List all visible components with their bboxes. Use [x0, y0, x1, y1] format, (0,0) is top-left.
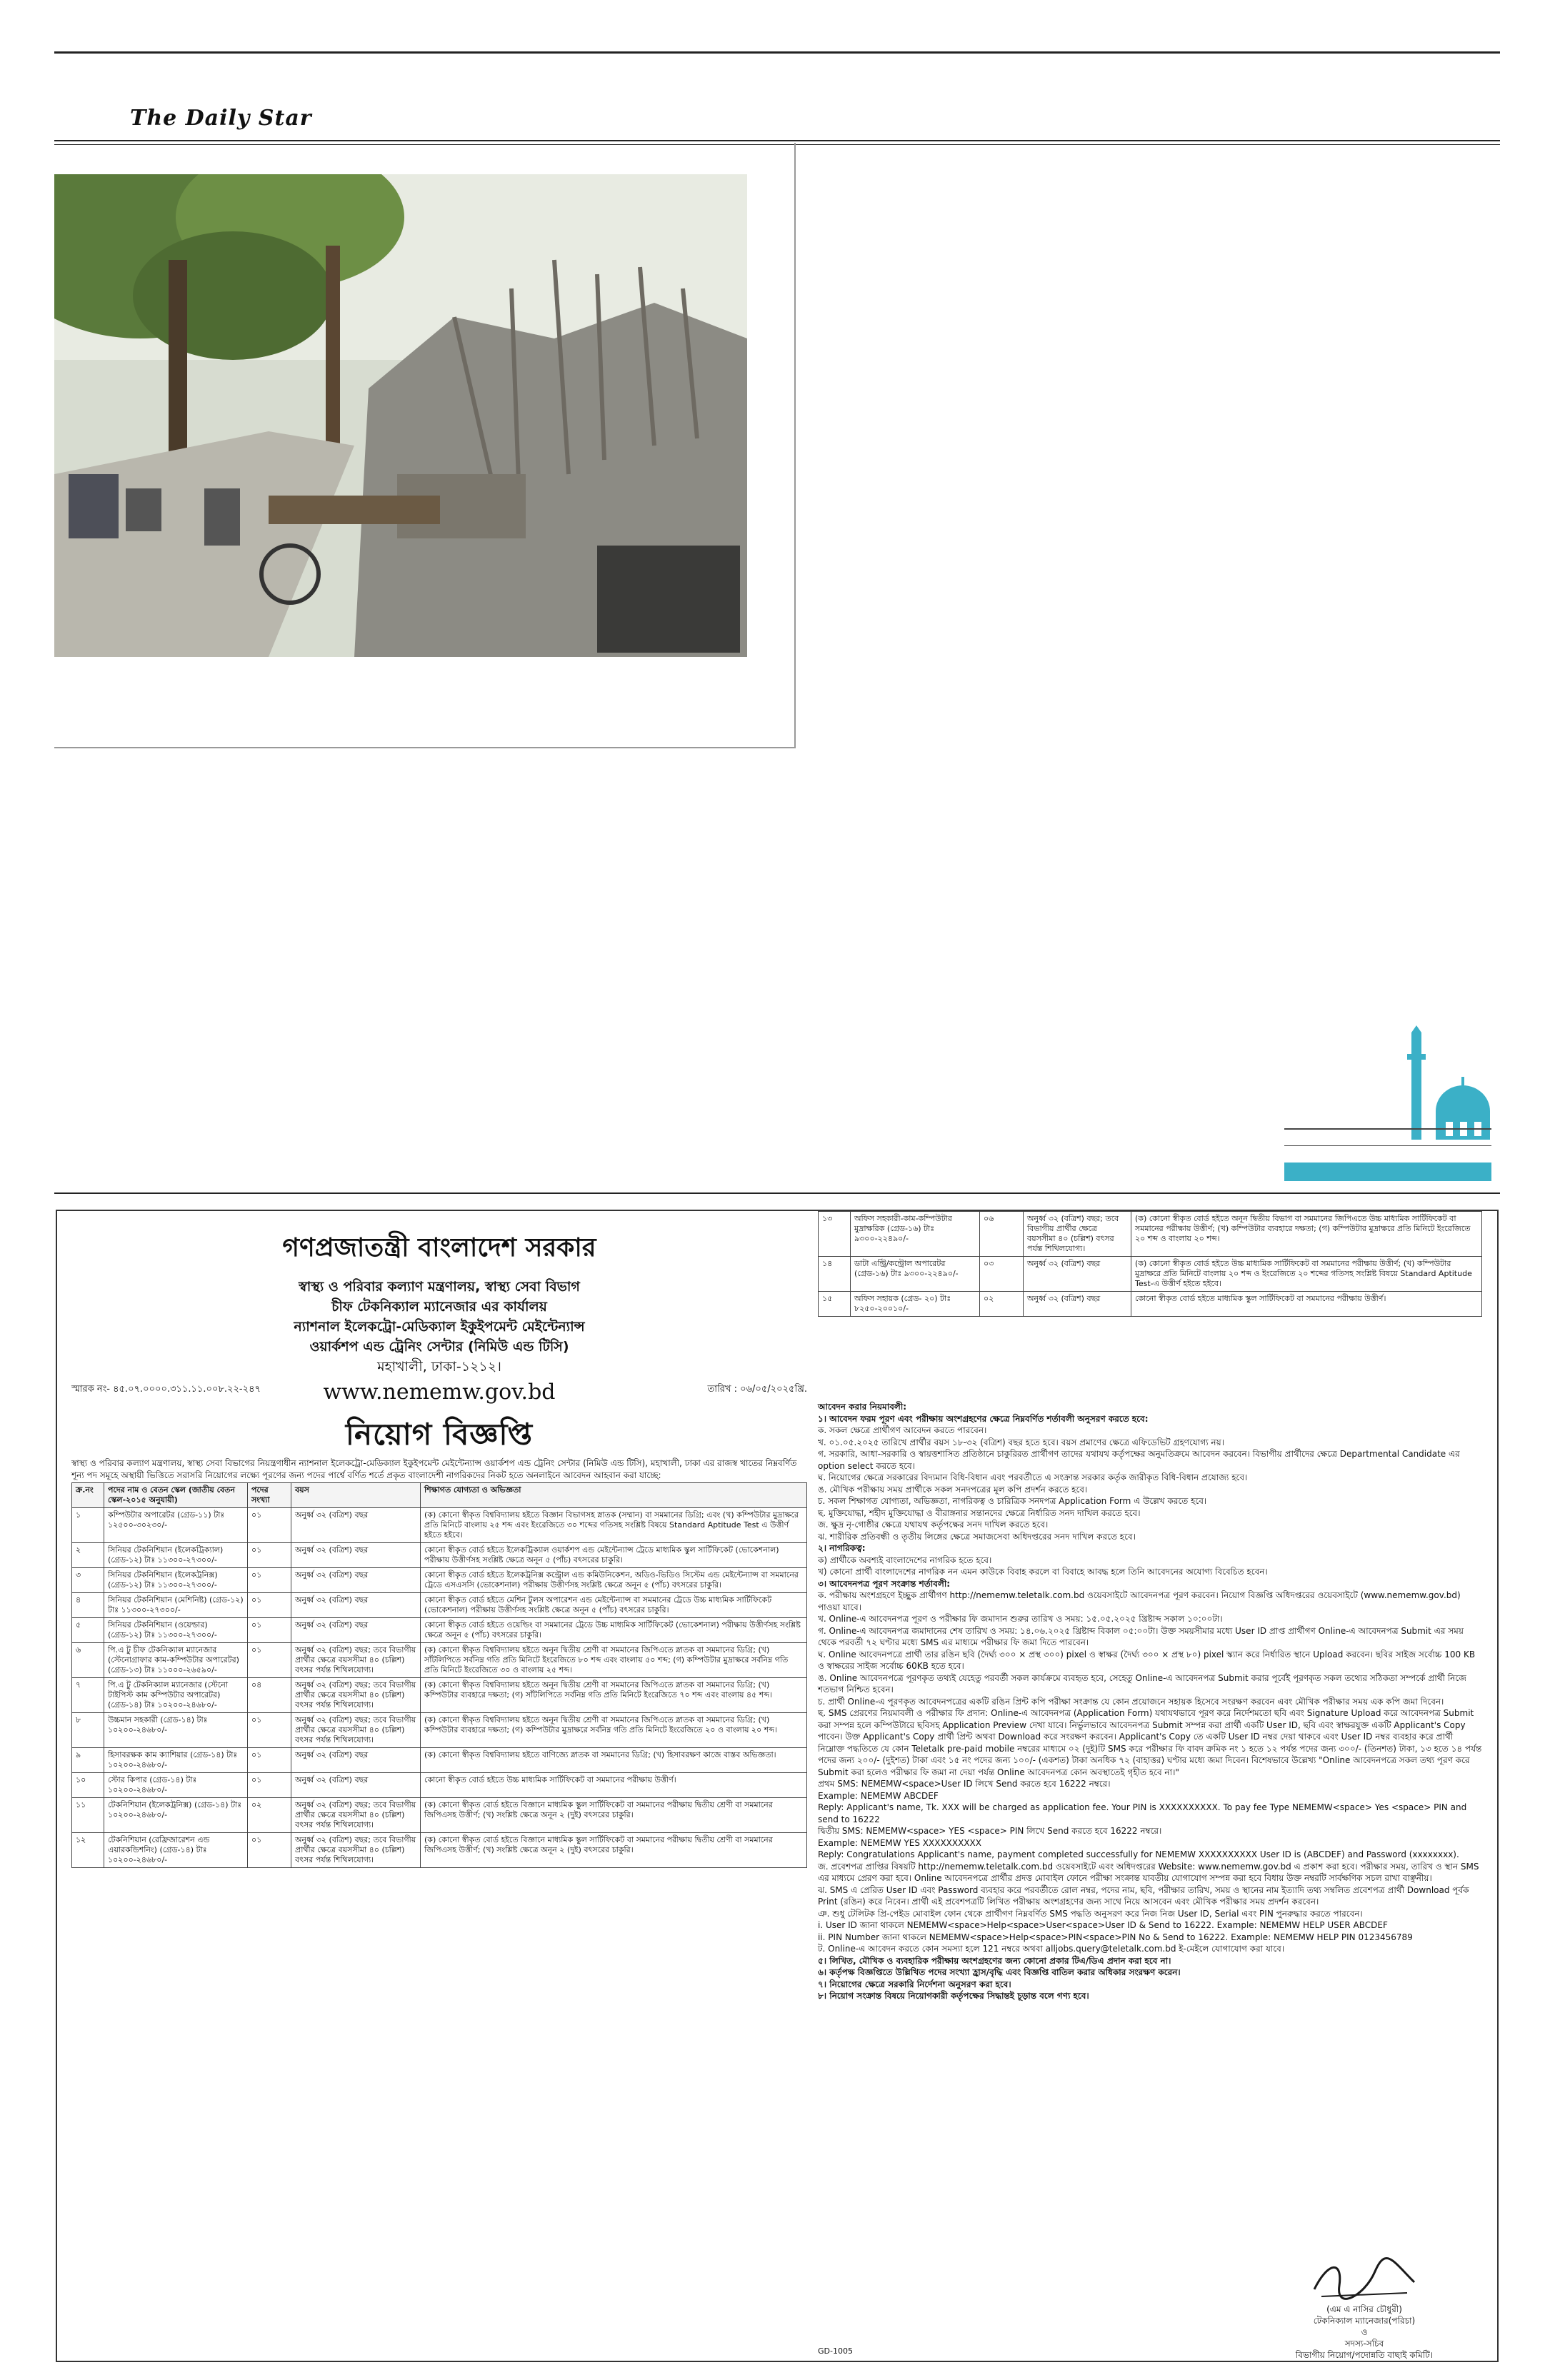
masthead-rule — [54, 140, 1500, 141]
cell-post: অফিস সহায়ক (গ্রেড- ২০) টাঃ ৮২৫০-২০০১০/- — [851, 1292, 980, 1317]
cell-count: ০১ — [248, 1773, 291, 1798]
cell-qualification: (ক) কোনো স্বীকৃত বোর্ড হইতে বিজ্ঞানে মাধ্যমিক স্কুল সার্টিফিকেট বা সমমানের পরীক্ষায় দ্বিতীয় শ্রেণী বা সমমানের জিপিএসহ উত্তীর্ণ; (খ) সংশ্লিষ্ট ক্ষেত্রে অনূন ২ (দুই) বৎসরের চাকুরি। — [421, 1798, 807, 1833]
cell-post: সিনিয়র টেকনিশিয়ান (ওয়েল্ডার) (গ্রেড-১২) টাঃ ১১৩০০-২৭৩০০/- — [104, 1618, 248, 1643]
cell-serial: ১১ — [72, 1798, 104, 1833]
cell-count: ০১ — [248, 1748, 291, 1773]
condition-item: ৮। নিয়োগ সংক্রান্ত বিষয়ে নিয়োগকারী কর্তৃপক্ষের সিদ্ধান্তই চূড়ান্ত বলে গণ্য হবে। — [818, 1991, 1089, 2001]
condition-item: ঝ. SMS এ প্রেরিত User ID এবং Password ব্যবহার করে পরবর্তীতে রোল নম্বর, পদের নাম, ছবি, পরীক্ষার তারিখ, সময় ও স্থানের নাম ইত্যাদি তথ্য সম্বলিত প্রবেশপত্র প্রার্থী Download পূর্বক Print (রঙিন) করে নিবেন। প্রার্থী এই প্রবেশপত্রটি লিখিত পরীক্ষায় অংশগ্রহণের জন্য সাথে নিয়ে আসবেন এবং মৌখিক পরীক্ষার সময় প্রদর্শন করবেন। — [818, 1884, 1469, 1907]
cell-post: পি.এ টু চীফ টেকনিক্যাল ম্যানেজার (স্টেনোগ্রাফার কাম-কম্পিউটার অপারেটর) (গ্রেড-১৩) টাঃ ১১০০০-২৬৫৯০/- — [104, 1643, 248, 1678]
table-row — [72, 1618, 807, 1643]
condition-item: গ. সরকারি, আধা-সরকারি ও স্বায়ত্তশাসিত প্রতিষ্ঠানে চাকুরিরত প্রার্থীগণ তাদের যথাযথ কর্তৃপক্ষের অনুমতিক্রমে আবেদন করবেন। বিভাগীয় প্রার্থীদের ক্ষেত্রে Departmental Candidate এর option select করতে হবে। — [818, 1449, 1460, 1471]
cell-serial: ১২ — [72, 1833, 104, 1868]
cell-post: সিনিয়র টেকনিশিয়ান (ইলেকট্রনিক্স) (গ্রেড-১২) টাঃ ১১৩০০-২৭৩০০/- — [104, 1568, 248, 1593]
cell-age: অনুর্ধ্ব ৩২ (বত্রিশ) বছর — [1024, 1292, 1131, 1317]
cell-count: ০১ — [248, 1543, 291, 1568]
cell-age: অনুর্ধ্ব ৩২ (বত্রিশ) বছর — [291, 1543, 421, 1568]
cell-age: অনুর্ধ্ব ৩২ (বত্রিশ) বছর; তবে বিভাগীয় প্রার্থীর ক্ষেত্রে বয়সসীমা ৪০ (চল্লিশ) বৎসর পর্যন্ত শিথিলযোগ্য। — [291, 1678, 421, 1713]
condition-item: ক) প্রার্থীকে অবশ্যই বাংলাদেশের নাগরিক হতে হবে। — [818, 1555, 992, 1565]
cell-post: কম্পিউটার অপারেটর (গ্রেড-১১) টাঃ ১২৫০০-৩০২৩০/- — [104, 1508, 248, 1543]
table-row — [72, 1643, 807, 1678]
condition-item: ৩। আবেদনপত্র পূরণ সংক্রান্ত শর্তাবলী: — [818, 1578, 951, 1589]
cell-age: অনুর্ধ্ব ৩২ (বত্রিশ) বছর — [291, 1618, 421, 1643]
cell-qualification: (ক) কোনো স্বীকৃত বিশ্ববিদ্যালয় হইতে বাণিজ্যে স্নাতক বা সমমানের ডিগ্রি; (খ) হিসাবরক্ষণ কাজে বাস্তব অভিজ্ঞতা। — [421, 1748, 807, 1773]
conditions-section — [818, 1398, 1482, 2002]
col-count: পদের সংখ্যা — [248, 1483, 291, 1508]
condition-item: ঘ. নিয়োগের ক্ষেত্রে সরকারের বিদ্যমান বিধি-বিধান এবং পরবর্তীতে এ সংক্রান্ত সরকার কর্তৃক জারীকৃত বিধি-বিধান প্রযোজ্য হবে। — [818, 1472, 1248, 1482]
conditions-list — [818, 1413, 1482, 2002]
condition-item: ঘ. Online আবেদনপত্রে প্রার্থী তার রঙিন ছবি (দৈর্ঘ্য ৩০০ × প্রস্থ ৩০০) pixel ও স্বাক্ষর (দৈর্ঘ্য ৩০০ × প্রস্থ ৮০) pixel স্ক্যান করে নির্ধারিত স্থানে Upload করবেন। ছবির সাইজ সর্বোচ্চ 100 KB ও স্বাক্ষরের সাইজ সর্বোচ্চ 60KB হতে হবে। — [818, 1649, 1476, 1671]
cell-post: ডাটা এন্ট্রি/কন্ট্রোল অপারেটর (গ্রেড-১৬) টাঃ ৯৩০০-২২৪৯০/- — [851, 1257, 980, 1292]
ad-title: নিয়োগ বিজ্ঞপ্তি — [345, 1417, 534, 1452]
cell-post: উচ্চমান সহকারী (গ্রেড-১৪) টাঃ ১০২০০-২৪৬৮০/- — [104, 1713, 248, 1748]
cell-serial: ৪ — [72, 1593, 104, 1618]
cell-qualification: (ক) কোনো স্বীকৃত বোর্ড হইতে উচ্চ মাধ্যমিক সার্টিফিকেট বা সমমানের পরীক্ষায় উত্তীর্ণ; (খ) কম্পিউটার মুদ্রাক্ষরে প্রতি মিনিটে বাংলায় ২০ শব্দ ও ইংরেজিতে ২০ শব্দের গতিসহ সংশ্লিষ্ট বিষয়ে Standard Aptitude Test-এ উত্তীর্ণ হইতে হইবে। — [1131, 1257, 1482, 1292]
cell-qualification: (ক) কোনো স্বীকৃত বোর্ড হইতে অনূন দ্বিতীয় বিভাগ বা সমমানের জিপিএতে উচ্চ মাধ্যমিক সার্টিফিকেট বা সমমানের পরীক্ষায় উত্তীর্ণ; (খ) কম্পিউটার ব্যবহারে দক্ষতা; (গ) কম্পিউটার মুদ্রাক্ষরে প্রতি মিনিটে ইংরেজিতে ২০ শব্দ ও বাংলায় ২০ শব্দ। — [1131, 1212, 1482, 1257]
memo-date: তারিখ : ০৬/০৫/২০২৫খ্রি. — [707, 1384, 807, 1395]
cell-qualification: কোনো স্বীকৃত বোর্ড হইতে মেশিন টুলস অপারেশন এন্ড মেইন্টেন্যান্স বা সমমানের ট্রেডে উচ্চ মাধ্যমিক সার্টিফিকেট (ভোকেশনাল) পরীক্ষায় উত্তীর্ণসহ সংশ্লিষ্ট ক্ষেত্রে অনূন ৫ (পাঁচ) বৎসরের চাকুরি। — [421, 1593, 807, 1618]
col-serial: ক্র.নং — [72, 1483, 104, 1508]
cell-qualification: কোনো স্বীকৃত বোর্ড হইতে ইলেকট্রিক্যাল ওয়ার্কশপ এন্ড মেইন্টেন্যান্স ট্রেডে মাধ্যমিক স্কুল সার্টিফিকেট (ভোকেশনাল) পরীক্ষায় উত্তীর্ণসহ সংশ্লিষ্ট ক্ষেত্রে অনূন ৫ (পাঁচ) বৎসরের চাকুরি। — [421, 1543, 807, 1568]
side-rule-1 — [1284, 1128, 1491, 1130]
memo-line — [71, 1382, 807, 1397]
govt-title: গণপ্রজাতন্ত্রী বাংলাদেশ সরকার — [282, 1233, 596, 1262]
table-row — [72, 1798, 807, 1833]
office-line: চীফ টেকনিক্যাল ম্যানেজার এর কার্যালয় — [331, 1299, 547, 1315]
cell-qualification: কোনো স্বীকৃত বোর্ড হইতে ওয়েল্ডিং বা সমমানের ট্রেডে উচ্চ মাধ্যমিক সার্টিফিকেট (ভোকেশনাল) পরীক্ষায় উত্তীর্ণসহ সংশ্লিষ্ট ক্ষেত্রে অনূন ৫ (পাঁচ) বৎসরের চাকুরি। — [421, 1618, 807, 1643]
accent-bar — [1284, 1163, 1491, 1181]
sig-name: (এম এ নাসির চৌধুরী) — [1326, 2304, 1402, 2314]
table-row — [72, 1748, 807, 1773]
table-row — [72, 1568, 807, 1593]
cell-post: সিনিয়র টেকনিশিয়ান (মেশিনিষ্ট) (গ্রেড-১২) টাঃ ১১৩০০-২৭৩০০/- — [104, 1593, 248, 1618]
cell-count: ০১ — [248, 1508, 291, 1543]
condition-item: ক. পরীক্ষায় অংশগ্রহণে ইচ্ছুক প্রার্থীগণ http://nememw.teletalk.com.bd ওয়েবসাইটে আবেদনপত্র পূরণ করবেন। নিয়োগ বিজ্ঞপ্তি অধিদপ্তরের ওয়েবসাইটে (www.nememw.gov.bd) পাওয়া যাবে। — [818, 1590, 1461, 1612]
cell-qualification: (ক) কোনো স্বীকৃত বোর্ড হইতে বিজ্ঞানে মাধ্যমিক স্কুল সার্টিফিকেট বা সমমানের পরীক্ষায় দ্বিতীয় শ্রেণী বা সমমানের জিপিএসহ উত্তীর্ণ; (খ) সংশ্লিষ্ট ক্ষেত্রে অনূন ২ (দুই) বৎসরের চাকুরি। — [421, 1833, 807, 1868]
cell-serial: ১৫ — [819, 1292, 851, 1317]
cell-post: অফিস সহকারী-কাম-কম্পিউটার মুদ্রাক্ষরিক (গ্রেড-১৬) টাঃ ৯৩০০-২২৪৯০/- — [851, 1212, 980, 1257]
condition-item: খ. ০১.০৫.২০২৫ তারিখে প্রার্থীর বয়স ১৮-৩২ (বত্রিশ) বছর হতে হবে। বয়স প্রমাণের ক্ষেত্রে এফিডেভিট গ্রহণযোগ্য নয়। — [818, 1437, 1224, 1447]
cell-count: ০৩ — [980, 1257, 1024, 1292]
cell-qualification: কোনো স্বীকৃত বোর্ড হইতে উচ্চ মাধ্যমিক সার্টিফিকেট বা সমমানের পরীক্ষায় উত্তীর্ণ। — [421, 1773, 807, 1798]
cell-count: ০১ — [248, 1833, 291, 1868]
ad-intro: স্বাস্থ্য ও পরিবার কল্যাণ মন্ত্রণালয়, স্বাস্থ্য সেবা বিভাগের নিয়ন্ত্রণাধীন ন্যাশনাল ইলেকট্রো-মেডিক্যাল ইকুইপমেন্ট মেইন্টেন্যান্স ওয়ার্কশপ এন্ড ট্রেনিং সেন্টার (নিমিউ এন্ড টিসি), মহাখালী, ঢাকা এর রাজস্ব খাতের নিম্নবর্ণিত শূন্য পদ সমূহে অস্থায়ী ভিত্তিতে সরাসরি নিয়োগের লক্ষ্যে পূরণের জন্য পদের পার্শ্বে বর্ণিত শর্তে প্রকৃত বাংলাদেশী নাগরিকদের নিকট হতে অনলাইনে আবেদন আহবান করা যাচ্ছে: — [71, 1458, 797, 1480]
condition-item: প্রথম SMS: NEMEMW<space>User ID লিখে Send করতে হবে 16222 নম্বরে। — [818, 1779, 1111, 1789]
cell-serial: ৯ — [72, 1748, 104, 1773]
address-line: মহাখালী, ঢাকা-১২১২। — [377, 1359, 501, 1375]
condition-item: Reply: Applicant's name, Tk. XXX will be charged as application fee. Your PIN is XXXXXXXXXX. To pay fee Type NEMEMW<space> Yes <space> PIN and send to 16222 — [818, 1802, 1467, 1824]
cell-count: ০১ — [248, 1568, 291, 1593]
cell-qualification: (ক) কোনো স্বীকৃত বিশ্ববিদ্যালয় হইতে অনূন দ্বিতীয় শ্রেণী বা সমমানের জিপিএতে স্নাতক বা সমমানের ডিগ্রি; (খ) কম্পিউটার ব্যবহারে দক্ষতা; (গ) সাঁটলিপিতে সর্বনিম্ন গতি প্রতি মিনিটে ইংরেজিতে ৭০ শব্দ এবং বাংলায় ৪৫ শব্দ। — [421, 1678, 807, 1713]
condition-item: Example: NEMEMW ABCDEF — [818, 1790, 939, 1801]
condition-item: ক. সকল ক্ষেত্রে প্রার্থীগণ আবেদন করতে পারবেন। — [818, 1425, 987, 1435]
col-age: বয়স — [291, 1483, 421, 1508]
table-row — [72, 1713, 807, 1748]
cell-serial: ৩ — [72, 1568, 104, 1593]
cell-age: অনুর্ধ্ব ৩২ (বত্রিশ) বছর — [291, 1508, 421, 1543]
cell-post: টেকনিশিয়ান (রেফ্রিজারেশন এন্ড এয়ারকন্ডিশনিং) (গ্রেড-১৪) টাঃ ১০২০০-২৪৬৮০/- — [104, 1833, 248, 1868]
table-row — [72, 1678, 807, 1713]
condition-item: জ. প্রবেশপত্র প্রাপ্তির বিষয়টি http://nememw.teletalk.com.bd ওয়েবসাইটে এবং অধিদপ্তরের Website: www.nememw.gov.bd এ প্রকাশ করা হবে। পরীক্ষার সময়, তারিখ ও স্থান SMS এর মাধ্যমে প্রেরণ করা হবে। Online আবেদনপত্রে প্রার্থীর প্রদত্ত মোবাইল ফোনে পরীক্ষা সংক্রান্ত যাবতীয় যোগাযোগ সম্পন্ন করা হবে বিধায় উক্ত নম্বরটি সার্বক্ষণিক সচল রাখা বাঞ্ছনীয়। — [818, 1861, 1479, 1883]
cell-age: অনুর্ধ্ব ৩২ (বত্রিশ) বছর; তবে বিভাগীয় প্রার্থীর ক্ষেত্রে বয়সসীমা ৪০ (চল্লিশ) বৎসর পর্যন্ত শিথিলযোগ্য। — [291, 1713, 421, 1748]
cell-age: অনুর্ধ্ব ৩২ (বত্রিশ) বছর — [291, 1593, 421, 1618]
centre-line-2: ওয়ার্কশপ এন্ড ট্রেনিং সেন্টার (নিমিউ এন্ড টিসি) — [309, 1339, 569, 1355]
condition-item: ৫। লিখিত, মৌখিক ও ব্যবহারিক পরীক্ষায় অংশগ্রহণের জন্য কোনো প্রকার টিএ/ডিএ প্রদান করা হবে না। — [818, 1955, 1171, 1966]
condition-item: জ. ক্ষুদ্র নৃ-গোষ্ঠীর ক্ষেত্রে যথাযথ কর্তৃপক্ষের সনদ দাখিল করতে হবে। — [818, 1520, 1049, 1530]
condition-item: Reply: Congratulations Applicant's name, payment completed successfully for NEMEMW XXXXXXXXXX User ID is (ABCDEF) and Password (xxxxxxxx). — [818, 1849, 1459, 1859]
cell-qualification: কোনো স্বীকৃত বোর্ড হইতে ইলেকট্রনিক্স কন্ট্রোল এন্ড কমিউনিকেশন, অডিও-ভিডিও সিস্টেম এন্ড মেইন্টেন্যান্স বা সমমানের ট্রেডে এসএসসি (ভোকেশনাল) পরীক্ষায় উত্তীর্ণসহ সংশ্লিষ্ট ক্ষেত্রে অনূন ৫ (পাঁচ) বৎসরের চাকুরি। — [421, 1568, 807, 1593]
condition-item: ৭। নিয়োগের ক্ষেত্রে সরকারি নির্দেশনা অনুসরণ করা হবে। — [818, 1979, 1011, 1989]
condition-item: ঙ. Online আবেদনপত্রে পূরণকৃত তথ্যই যেহেতু পরবর্তী সকল কার্যক্রমে ব্যবহৃত হবে, সেহেতু Online-এ আবেদনপত্র Submit করার পূর্বেই পূরণকৃত সকল তথ্যের সঠিকতা সম্পর্কে প্রার্থী নিজে শতভাগ নিশ্চিত হবেন। — [818, 1672, 1466, 1694]
signature-block — [1271, 2254, 1457, 2361]
cell-post: পি.এ টু টেকনিক্যাল ম্যানেজার (স্টেনো টাইপিস্ট কাম কম্পিউটার অপারেটর) (গ্রেড-১৪) টাঃ ১০২০০-২৪৬৮০/- — [104, 1678, 248, 1713]
sig-and: ও — [1361, 2327, 1368, 2337]
col-qualification: শিক্ষাগত যোগ্যতা ও অভিজ্ঞতা — [421, 1483, 807, 1508]
cell-qualification: (ক) কোনো স্বীকৃত বিশ্ববিদ্যালয় হইতে অনূন দ্বিতীয় শ্রেণী বা সমমানের জিপিএতে স্নাতক বা সমমানের ডিগ্রি; (খ) কম্পিউটার ব্যবহারে দক্ষতা; (গ) কম্পিউটার মুদ্রাক্ষরে সর্বনিম্ন গতি প্রতি মিনিটে ইংরেজিতে ২০ ও বাংলায় ২০ শব্দ। — [421, 1713, 807, 1748]
condition-item: চ. সকল শিক্ষাগত যোগ্যতা, অভিজ্ঞতা, নাগরিকত্ব ও চারিত্রিক সনদপত্র Application Form এ উল্লেখ করতে হবে। — [818, 1496, 1207, 1506]
table-row — [819, 1257, 1482, 1292]
cell-count: ০২ — [980, 1292, 1024, 1317]
cell-post: হিসাবরক্ষক কাম ক্যাশিয়ার (গ্রেড-১৪) টাঃ ১০২০০-২৪৬৮০/- — [104, 1748, 248, 1773]
condition-item: i. User ID জানা থাকলে NEMEMW<space>Help<space>User<space>User ID & Send to 16222. Example: NEMEMW HELP USER ABCDEF — [818, 1920, 1388, 1930]
table-row — [72, 1833, 807, 1868]
cell-count: ০১ — [248, 1593, 291, 1618]
jobs-table-right — [818, 1211, 1482, 1317]
cell-age: অনুর্ধ্ব ৩২ (বত্রিশ) বছর — [291, 1568, 421, 1593]
condition-item: চ. প্রার্থী Online-এ পূরণকৃত আবেদনপত্রের একটি রঙিন প্রিন্ট কপি পরীক্ষা সংক্রান্ত যে কোন প্রয়োজনে সহায়ক হিসেবে সংরক্ষণ করবেন এবং মৌখিক পরীক্ষার সময় এক কপি জমা দিবেন। — [818, 1696, 1444, 1707]
cell-age: অনুর্ধ্ব ৩২ (বত্রিশ) বছর; তবে বিভাগীয় প্রার্থীর ক্ষেত্রে বয়সসীমা ৪০ (চল্লিশ) বৎসর পর্যন্ত শিথিলযোগ্য। — [291, 1833, 421, 1868]
website-link[interactable]: www.nememw.gov.bd — [323, 1380, 556, 1405]
condition-item: ii. PIN Number জানা থাকলে NEMEMW<space>Help<space>PIN<space>PIN No & Send to 16222. Example: NEMEMW HELP PIN 0123456789 — [818, 1932, 1413, 1942]
table-row — [819, 1292, 1482, 1317]
centre-line: ন্যাশনাল ইলেকট্রো-মেডিক্যাল ইকুইপমেন্ট মেইন্টেন্যান্স — [294, 1319, 585, 1335]
sig-title: টেকনিক্যাল ম্যানেজার(পরিচা) — [1313, 2316, 1416, 2326]
cell-count: ০২ — [248, 1798, 291, 1833]
cell-age: অনুর্ধ্ব ৩২ (বত্রিশ) বছর; তবে বিভাগীয় প্রার্থীর ক্ষেত্রে বয়সসীমা ৪০ (চল্লিশ) বৎসর পর্যন্ত শিথিলযোগ্য। — [291, 1643, 421, 1678]
condition-item: দ্বিতীয় SMS: NEMEMW<space> YES <space> PIN লিখে Send করতে হবে 16222 নম্বরে। — [818, 1826, 1162, 1836]
col-post: পদের নাম ও বেতন স্কেল (জাতীয় বেতন স্কেল-২০১৫ অনুযায়ী) — [104, 1483, 248, 1508]
cell-age: অনুর্ধ্ব ৩২ (বত্রিশ) বছর — [291, 1773, 421, 1798]
condition-item: ঝ. শারীরিক প্রতিবন্ধী ও তৃতীয় লিঙ্গের ক্ষেত্রে সমাজসেবা অধিদপ্তরের সনদ দাখিল করতে হবে। — [818, 1531, 1136, 1542]
cell-count: ০১ — [248, 1713, 291, 1748]
table-row — [72, 1508, 807, 1543]
cell-serial: ১৩ — [819, 1212, 851, 1257]
table-row — [72, 1773, 807, 1798]
cell-serial: ৬ — [72, 1643, 104, 1678]
cell-age: অনুর্ধ্ব ৩২ (বত্রিশ) বছর — [1024, 1257, 1131, 1292]
sig-committee: বিভাগীয় নিয়োগ/পদোন্নতি বাছাই কমিটি। — [1295, 2350, 1434, 2360]
cell-post: টেকনিশিয়ান (ইলেকট্রনিক্স) (গ্রেড-১৪) টাঃ ১০২০০-২৪৬৮০/- — [104, 1798, 248, 1833]
news-photo-illustration — [54, 174, 747, 657]
job-advertisement — [56, 1210, 1499, 2362]
cell-age: অনুর্ধ্ব ৩২ (বত্রিশ) বছর — [291, 1748, 421, 1773]
cell-serial: ১০ — [72, 1773, 104, 1798]
masthead: The Daily Star — [130, 106, 312, 131]
table-row — [819, 1212, 1482, 1257]
cell-serial: ১৪ — [819, 1257, 851, 1292]
gd-number: GD-1005 — [818, 2346, 853, 2356]
condition-item: খ) কোনো প্রার্থী বাংলাদেশের নাগরিক নন এমন কাউকে বিবাহ করলে বা বিবাহে আবদ্ধ হলে তিনি আবেদনের অযোগ্য বিবেচিত হবেন। — [818, 1567, 1268, 1577]
section-rule — [54, 1192, 1500, 1194]
condition-item: ছ. SMS প্রেরণের নিয়মাবলী ও পরীক্ষার ফি প্রদান: Online-এ আবেদনপত্র (Application Form) যথাযথভাবে পূরণ করে নির্দেশমতো ছবি এবং Signature Upload করে আবেদনপত্র Submit করা সম্পন্ন হলে কম্পিউটারে ছবিসহ Application Preview দেখা যাবে। নির্ভুলভাবে আবেদনপত্র Submit সম্পন্ন করা প্রার্থী একটি User ID, ছবি এবং স্বাক্ষরযুক্ত একটি Applicant's Copy পাবেন। উক্ত Applicant's Copy প্রার্থী প্রিন্ট অথবা Download করে সংরক্ষণ করবেন। Applicant's Copy তে একটি User ID নম্বর দেয়া থাকবে এবং User ID নম্বর ব্যবহার করে প্রার্থী নিম্নোক্ত পদ্ধতিতে যে কোন Teletalk pre-paid mobile নম্বরের মাধ্যমে ০২ (দুই)টি SMS করে পরীক্ষার ফি বাবদ ক্রমিক নং ১ হতে ১২ পর্যন্ত পদের জন্য ৩০০/- (তিনশত) টাকা, ১৩ হতে ১৪ পর্যন্ত পদের জন্য ২০০/- (দুইশত) টাকা এবং ১৫ নং পদের জন্য ১০০/- (একশত) টাকা অনধিক ৭২ (বাহাত্তর) ঘণ্টার মধ্যে জমা দিবেন। বিশেষভাবে উল্লেখ্য "Online আবেদনপত্রে সকল তথ্য পূরণ করে Submit করা হলেও পরীক্ষার ফি জমা না দেয়া পর্যন্ত Online আবেদনপত্র কোন অবস্থাতেই গৃহীত হবে না।" — [818, 1708, 1482, 1777]
condition-item: ট. Online-এ আবেদন করতে কোন সমস্যা হলে 121 নম্বরে অথবা alljobs.query@teletalk.com.bd ই-মেইলে যোগাযোগ করা যাবে। — [818, 1944, 1285, 1954]
cell-age: অনুর্ধ্ব ৩২ (বত্রিশ) বছর; তবে বিভাগীয় প্রার্থীর ক্ষেত্রে বয়সসীমা ৪০ (চল্লিশ) বৎসর পর্যন্ত শিথিলযোগ্য। — [1024, 1212, 1131, 1257]
cell-serial: ৫ — [72, 1618, 104, 1643]
side-rule-2 — [1284, 1145, 1491, 1146]
condition-item: ২। নাগরিকত্ব: — [818, 1543, 866, 1553]
cell-qualification: (ক) কোনো স্বীকৃত বিশ্ববিদ্যালয় হইতে অনূন দ্বিতীয় শ্রেণী বা সমমানের জিপিএতে স্নাতক বা সমমানের ডিগ্রি; (খ) সাঁটলিপিতে সর্বনিম্ন গতি প্রতি মিনিটে ইংরেজিতে ৮০ শব্দ এবং বাংলায় ৫০ শব্দ; (গ) কম্পিউটার মুদ্রাক্ষরে সর্বনিম্ন গতি প্রতি মিনিটে ইংরেজিতে ৩০ ও বাংলায় ২৫ শব্দ। — [421, 1643, 807, 1678]
cell-count: ০১ — [248, 1618, 291, 1643]
cell-count: ০১ — [248, 1643, 291, 1678]
top-rule — [54, 51, 1500, 54]
jobs-table-left — [71, 1482, 807, 1868]
cell-serial: ৮ — [72, 1713, 104, 1748]
cell-serial: ১ — [72, 1508, 104, 1543]
cell-age: অনুর্ধ্ব ৩২ (বত্রিশ) বছর; তবে বিভাগীয় প্রার্থীর ক্ষেত্রে বয়সসীমা ৪০ (চল্লিশ) বৎসর পর্যন্ত শিথিলযোগ্য। — [291, 1798, 421, 1833]
cell-count: ০৬ — [980, 1212, 1024, 1257]
cell-serial: ৭ — [72, 1678, 104, 1713]
cell-qualification: (ক) কোনো স্বীকৃত বিশ্ববিদ্যালয় হইতে বিজ্ঞান বিভাগসহ স্নাতক (সম্মান) বা সমমানের ডিগ্রি; এবং (খ) কম্পিউটার মুদ্রাক্ষরে প্রতি মিনিটে বাংলায় ২৫ শব্দ এবং ইংরেজিতে ৩০ শব্দের গতিসহ সংশ্লিষ্ট বিষয়ে Standard Aptitude Test এ উত্তীর্ণ হইতে হইবে। — [421, 1508, 807, 1543]
condition-item: Example: NEMEMW YES XXXXXXXXXX — [818, 1837, 981, 1848]
condition-item: ১। আবেদন ফরম পূরণ এবং পরীক্ষায় অংশগ্রহণের ক্ষেত্রে নিম্নবর্ণিত শর্তাবলী অনুসরণ করতে হবে: — [818, 1413, 1149, 1424]
jobs-table-header — [72, 1483, 807, 1508]
condition-item: খ. Online-এ আবেদনপত্র পূরণ ও পরীক্ষার ফি জমাদান শুরুর তারিখ ও সময়: ১৫.০৫.২০২৫ খ্রিষ্টাব্দ সকাল ১০:০০টা। — [818, 1614, 1223, 1624]
signature-image — [1307, 2254, 1421, 2304]
cell-post: স্টোর কিপার (গ্রেড-১৪) টাঃ ১০২০০-২৪৬৮০/- — [104, 1773, 248, 1798]
cell-post: সিনিয়র টেকনিশিয়ান (ইলেকট্রিক্যাল) (গ্রেড-১২) টাঃ ১১৩০০-২৭৩০০/- — [104, 1543, 248, 1568]
news-photo — [54, 174, 747, 657]
mosque-icon — [1399, 1025, 1491, 1153]
sig-role: সদস্য-সচিব — [1344, 2339, 1384, 2349]
table-row — [72, 1543, 807, 1568]
ministry-line: স্বাস্থ্য ও পরিবার কল্যাণ মন্ত্রণালয়, স্বাস্থ্য সেবা বিভাগ — [299, 1279, 580, 1295]
memo-number: স্মারক নং- ৪৫.০৭.০০০০.৩১১.১১.০০৮.২২-২৪৭ — [71, 1384, 261, 1395]
condition-item: ঙ. মৌখিক পরীক্ষায় সময় প্রার্থীকে সকল সনদপত্রের মূল কপি প্রদর্শন করতে হবে। — [818, 1484, 1088, 1495]
ad-header — [71, 1228, 807, 1405]
conditions-title: আবেদন করার নিয়মাবলী: — [818, 1402, 907, 1412]
condition-item: ছ. মুক্তিযোদ্ধা, শহীদ মুক্তিযোদ্ধা ও বীরাঙ্গনার সন্তানদের ক্ষেত্রে নির্ধারিত সনদ দাখিল করতে হবে। — [818, 1507, 1141, 1518]
cell-qualification: কোনো স্বীকৃত বোর্ড হইতে মাধ্যমিক স্কুল সার্টিফিকেট বা সমমানের পরীক্ষায় উত্তীর্ণ। — [1131, 1292, 1482, 1317]
condition-item: ৬। কর্তৃপক্ষ বিজ্ঞপ্তিতে উল্লিখিত পদের সংখ্যা হ্রাস/বৃদ্ধি এবং বিজ্ঞপ্তি বাতিল করার অধিকার সংরক্ষণ করেন। — [818, 1967, 1181, 1977]
condition-item: ঞ. শুধু টেলিটক প্রি-পেইড মোবাইল ফোন থেকে প্রার্থীগণ নিম্নবর্ণিত SMS পদ্ধতি অনুসরণ করে নিজ নিজ User ID, Serial এবং PIN পুনরুদ্ধার করতে পারবেন। — [818, 1908, 1363, 1919]
cell-serial: ২ — [72, 1543, 104, 1568]
cell-count: ০৪ — [248, 1678, 291, 1713]
condition-item: গ. Online-এ আবেদনপত্র জমাদানের শেষ তারিখ ও সময়: ১৪.০৬.২০২৫ খ্রিষ্টাব্দ বিকাল ০৫:০০টা। উক্ত সময়সীমার মধ্যে User ID প্রাপ্ত প্রার্থীগণ Online-এ আবেদনপত্র Submit এর সময় থেকে পরবর্তী ৭২ ঘণ্টার মধ্যে SMS এর মাধ্যমে পরীক্ষার ফি জমা দিতে পারবেন। — [818, 1625, 1464, 1647]
table-row — [72, 1593, 807, 1618]
